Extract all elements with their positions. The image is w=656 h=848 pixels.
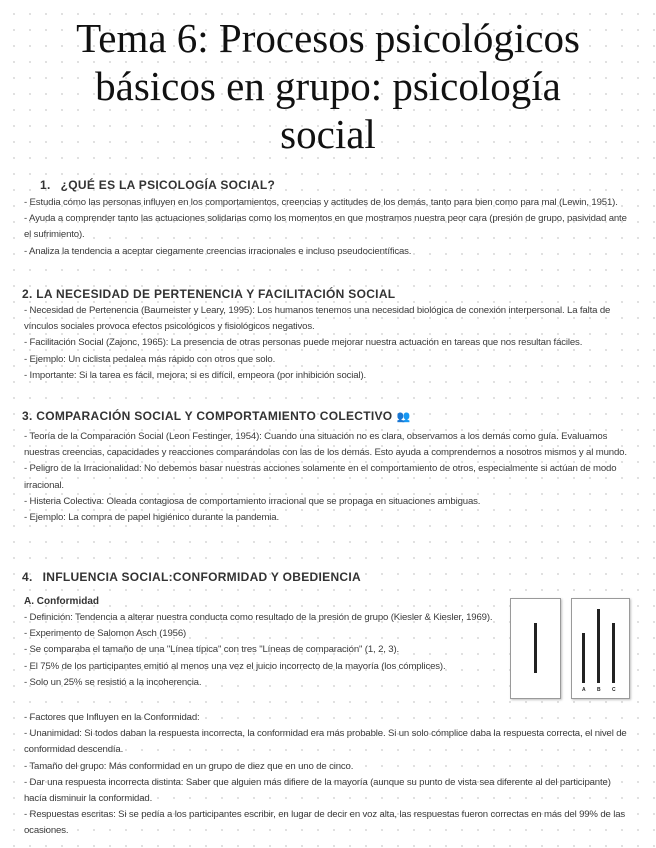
list-item: - Definición: Tendencia a alterar nuestra conducta como resultado de la presión de grupo (Kiesler & Kiesler, 1969). xyxy=(24,612,493,623)
list-item: - Teoría de la Comparación Social (Leon Festinger, 1954): Cuando una situación no es clara, observamos a los demás como guía. Evaluamos nuestras creencias, capacidades y reacciones comparándolas con las de los demás. Esto ayuda a comprendernos a nosotros mismos y al mundo. xyxy=(24,431,627,459)
comparison-line-b xyxy=(597,609,600,683)
list-item: - Analiza la tendencia a aceptar ciegamente creencias irracionales e incluso pseudocientíficas. xyxy=(24,245,412,257)
comparison-line-a xyxy=(582,633,585,683)
list-item: - Importante: Si la tarea es fácil, mejora; si es difícil, empeora (por inhibición social). xyxy=(24,369,366,381)
list-item: - El 75% de los participantes emitió al menos una vez el juicio incorrecto de la mayoría (los cómplices). xyxy=(24,660,446,672)
list-item: - Solo un 25% se resistió a la incoherencia. xyxy=(24,676,202,688)
section-1-body xyxy=(24,195,632,260)
section-1-heading: 1. ¿QUÉ ES LA PSICOLOGÍA SOCIAL? xyxy=(40,178,276,192)
comparison-line-c xyxy=(612,623,615,683)
list-item: - Histeria Colectiva: Oleada contagiosa de comportamiento irracional que se propaga en situaciones ambiguas. xyxy=(24,495,481,507)
label-a: A xyxy=(582,687,586,693)
list-item: - Respuestas escritas: Si se pedía a los participantes escribir, en lugar de decir en voz alta, las respuestas fueron correctas en más del 99% de las ocasiones. xyxy=(24,809,626,837)
list-item: - Ejemplo: Un ciclista pedalea más rápido con otros que solo. xyxy=(24,353,276,365)
standard-line xyxy=(534,623,537,673)
subsection-conformidad-heading: A. Conformidad xyxy=(24,596,99,607)
page-title: Tema 6: Procesos psicológicos básicos en grupo: psicología social xyxy=(76,15,580,157)
label-b: B xyxy=(597,687,601,693)
list-item: - Se comparaba el tamaño de una "Línea típica" con tres "Líneas de comparación" (1, 2, 3). xyxy=(24,644,400,656)
list-item: - Factores que Influyen en la Conformidad: xyxy=(24,712,200,723)
list-item: - Ejemplo: La compra de papel higiénico durante la pandemia. xyxy=(24,512,279,524)
asch-comparison-lines-card xyxy=(571,598,630,699)
list-item: - Ayuda a comprender tanto las actuaciones solidarias como los momentos en que mostramos nuestra peor cara (presión de grupo, pasividad ante el sufrimiento). xyxy=(24,213,627,241)
list-item: - Necesidad de Pertenencia (Baumeister y Leary, 1995): Los humanos tenemos una necesidad biológica de conexión interpersonal. La falta de vínculos sociales provoca efectos psicológicos y fisiológicos negativos. xyxy=(24,305,611,333)
list-item: - Estudia cómo las personas influyen en los comportamientos, creencias y actitudes de los demás, tanto para bien como para mal (Lewin, 1951). xyxy=(24,197,618,208)
section-3-heading: 3. COMPARACIÓN SOCIAL Y COMPORTAMIENTO COLECTIVO 👥 xyxy=(22,409,411,423)
section-2-body xyxy=(24,303,632,384)
list-item: - Peligro de la Irracionalidad: No debemos basar nuestras acciones solamente en el comportamiento de otros, especialmente si actúan de modo irracional. xyxy=(24,463,617,491)
section-2-heading: 2. LA NECESIDAD DE PERTENENCIA Y FACILITACIÓN SOCIAL xyxy=(22,287,396,301)
section-4-body-a xyxy=(24,610,494,691)
section-4-body-b xyxy=(24,710,632,840)
section-4-heading: 4. INFLUENCIA SOCIAL:CONFORMIDAD Y OBEDIENCIA xyxy=(22,570,361,584)
section-3-body xyxy=(24,429,632,526)
list-item: - Unanimidad: Si todos daban la respuesta incorrecta, la conformidad era más probable. Si un solo cómplice daba la respuesta correcta, el nivel de conformidad descendía. xyxy=(24,728,627,756)
list-item: - Experimento de Salomon Asch (1956) xyxy=(24,628,187,640)
list-item: - Tamaño del grupo: Más conformidad en un grupo de diez que en uno de cinco. xyxy=(24,760,354,772)
list-item: - Facilitación Social (Zajonc, 1965): La presencia de otras personas puede mejorar nuestra actuación en tareas que nos resultan fáciles. xyxy=(24,337,583,349)
list-item: - Dar una respuesta incorrecta distinta: Saber que alguien más difiere de la mayoría (aunque su punto de vista sea diferente al del participante) hacía disminuir la conformidad. xyxy=(24,776,611,805)
people-icon: 👥 xyxy=(396,411,411,423)
label-c: C xyxy=(612,687,616,693)
asch-standard-line-card xyxy=(510,598,561,699)
